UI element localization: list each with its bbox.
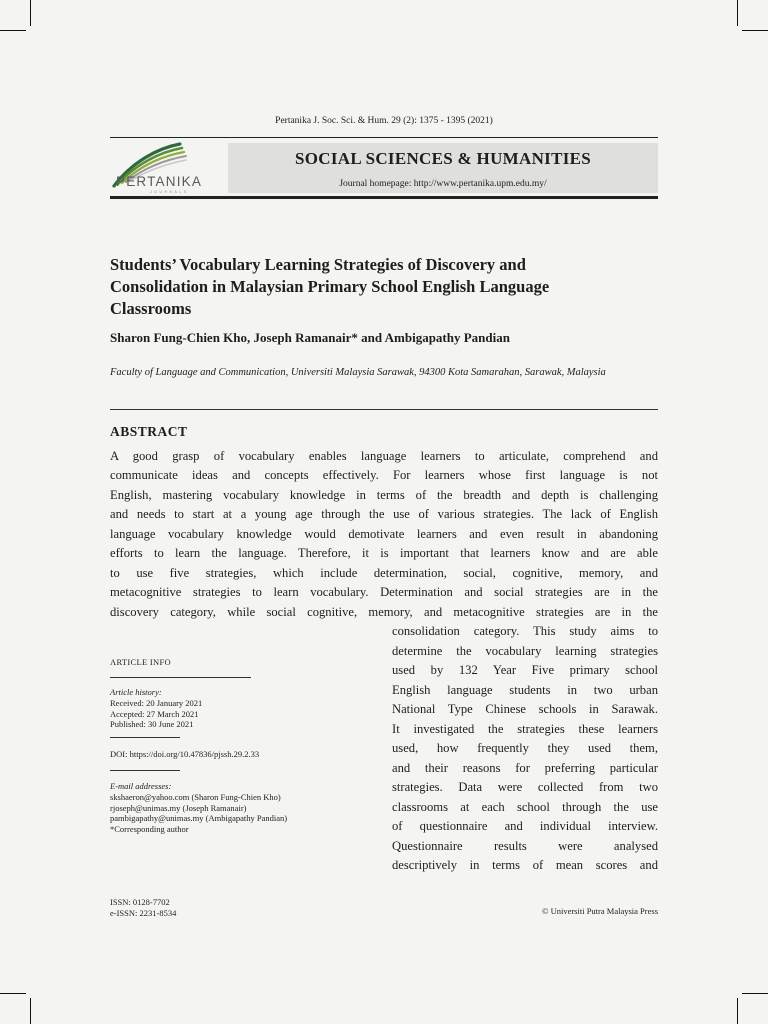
crop-mark [742,993,768,994]
eissn: e-ISSN: 2231-8534 [110,908,177,918]
abstract-line: metacognitive strategies to learn vocabulary. Determination and social strategies are in the [110,585,658,599]
email-address[interactable]: pambigapathy@unimas.my (Ambigapathy Pandian) [110,813,288,823]
article-title [110,254,658,320]
email-address[interactable]: skshaeron@yahoo.com (Sharon Fung-Chien Kho) [110,792,281,802]
abstract-line: used, how frequently they used them, [392,741,658,755]
abstract-line: English language students in two urban [392,682,658,697]
abstract-line: of questionnaire and individual interview. [392,819,658,833]
abstract-line: determine the vocabulary learning strategies [392,643,658,658]
received-date: Received: 20 January 2021 [110,697,203,708]
abstract-heading: ABSTRACT [110,424,188,439]
abstract-line: used by 132 Year Five primary school [392,663,658,677]
section-rule [110,409,658,410]
journal-citation: Pertanika J. Soc. Sci. & Hum. 29 (2): 1375 - 1395 (2021) [275,116,493,126]
affiliation: Faculty of Language and Communication, Universiti Malaysia Sarawak, 94300 Kota Samarahan, Sarawak, Malaysia [110,367,606,378]
history-label: Article history: [110,687,162,697]
journal-homepage: Journal homepage: http://www.pertanika.upm.edu.my/ [339,179,547,189]
issn: ISSN: 0128-7702 [110,897,170,907]
crop-mark [30,0,31,26]
doi-link[interactable]: DOI: https://doi.org/10.47836/pjssh.29.2.33 [110,749,260,759]
journal-banner [228,143,658,193]
issn-block [110,897,176,919]
accepted-date: Accepted: 27 March 2021 [110,708,199,719]
abstract-line: efforts to learn the language. Therefore, it is important that learners know and are able [110,546,658,560]
journal-title: SOCIAL SCIENCES & HUMANITIES [294,149,592,168]
article-info-rule [110,677,251,678]
article-title-line: Consolidation in Malaysian Primary School English Language [110,277,550,296]
abstract-line: consolidation category. This study aims to [392,624,658,638]
pertanika-logo [110,140,224,196]
abstract-line: National Type Chinese schools in Sarawak. [392,702,658,716]
abstract-line: classrooms at each school through the use [392,799,658,814]
article-info-heading: ARTICLE INFO [110,657,171,667]
abstract-line: Questionnaire results were analysed [392,838,658,853]
abstract-line: discovery category, while social cognitive, memory, and metacognitive strategies are in the [110,604,658,619]
abstract-line: A good grasp of vocabulary enables language learners to articulate, comprehend and [110,449,658,463]
article-title-line: Classrooms [110,299,192,318]
abstract-line: English, mastering vocabulary knowledge in terms of the breadth and depth is challenging [110,487,658,502]
abstract-line: and needs to start at a young age through the use of various strategies. The lack of English [110,507,658,521]
author-list: Sharon Fung-Chien Kho, Joseph Ramanair* and Ambigapathy Pandian [110,330,510,345]
abstract-line: communicate ideas and concepts effectively. For learners whose first language is not [110,468,658,482]
published-date: Published: 30 June 2021 [110,719,194,729]
header-rule [110,137,658,138]
email-label: E-mail addresses: [110,781,172,791]
abstract-line: and their reasons for preferring particular [392,760,658,775]
abstract-line: language vocabulary knowledge would demotivate learners and even result in abandoning [110,526,658,541]
crop-mark [30,998,31,1024]
crop-mark [737,998,738,1024]
article-info-rule [110,770,180,771]
article-info-rule [110,737,180,738]
abstract-line: strategies. Data were collected from two [392,780,658,794]
article-title-line: Students’ Vocabulary Learning Strategies of Discovery and [110,255,526,274]
abstract-line: to use five strategies, which include determination, social, cognitive, memory, and [110,565,658,580]
corresponding-note: *Corresponding author [110,823,189,834]
copyright: © Universiti Putra Malaysia Press [542,906,658,916]
abstract-line: It investigated the strategies these learners [392,721,658,736]
logo-wordmark: PERTANIKA [116,174,203,189]
crop-mark [0,993,26,994]
abstract-line: descriptively in terms of mean scores and [392,858,658,872]
email-address[interactable]: rjoseph@unimas.my (Joseph Ramanair) [110,802,247,813]
crop-mark [0,30,26,31]
crop-mark [742,30,768,31]
crop-mark [737,0,738,26]
header-thick-rule [110,196,658,199]
logo-subtext: JOURNALS [150,190,189,194]
